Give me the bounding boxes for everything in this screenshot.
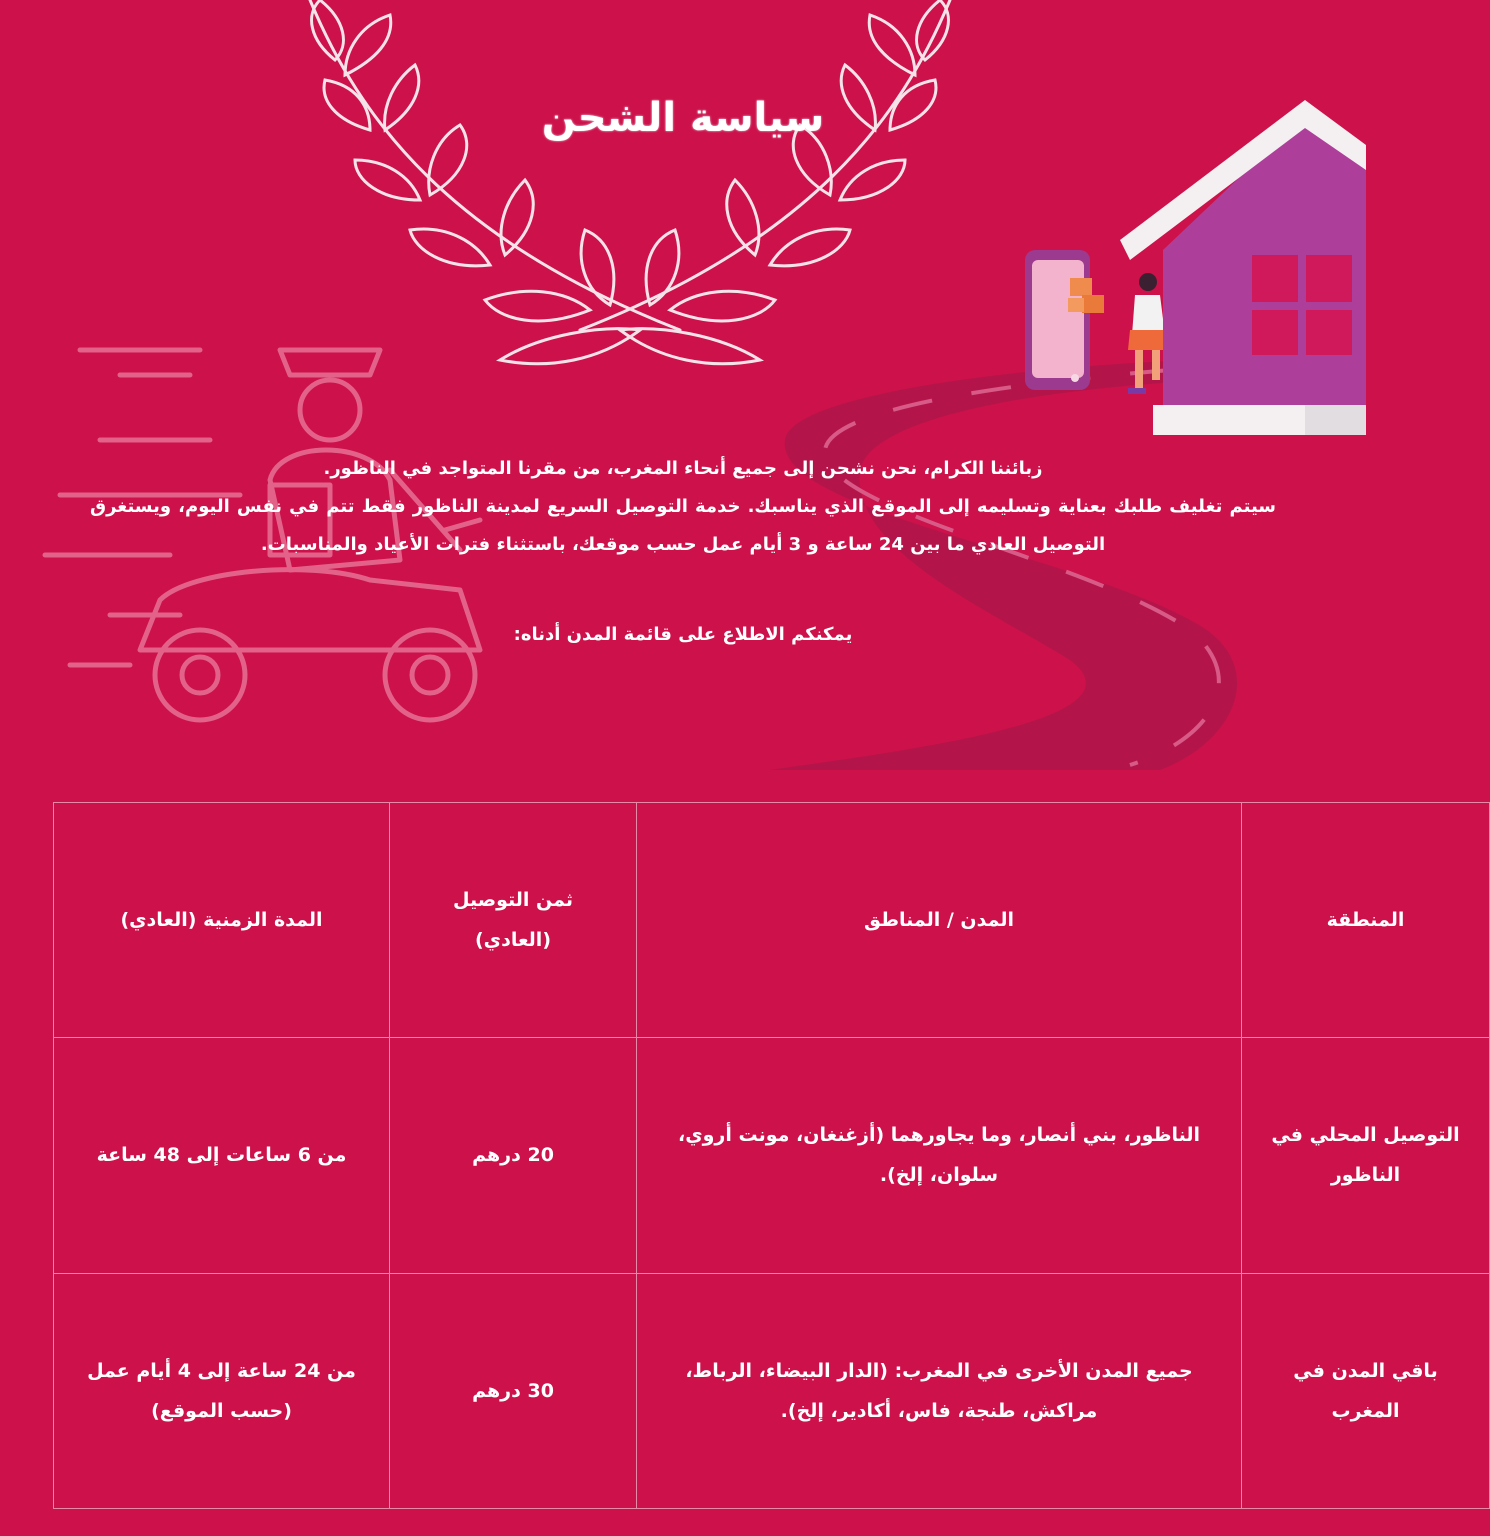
shipping-rates-table	[53, 802, 1490, 1509]
table-row	[54, 1273, 1490, 1508]
cities-list-note: يمكنكم الاطلاع على قائمة المدن أدناه:	[513, 624, 853, 645]
header-time: المدة الزمنية (العادي)	[54, 803, 390, 1038]
header-cities: المدن / المناطق	[637, 803, 1242, 1038]
header-price: ثمن التوصيل (العادي)	[390, 803, 637, 1038]
row-zone: باقي المدن في المغرب	[1242, 1273, 1490, 1508]
row-price: 20 درهم	[390, 1038, 637, 1273]
row-cities: جميع المدن الأخرى في المغرب: (الدار البيضاء، الرباط، مراكش، طنجة، فاس، أكادير، إلخ).	[637, 1273, 1242, 1508]
intro-line-1: زبائننا الكرام، نحن نشحن إلى جميع أنحاء المغرب، من مقرنا المتواجد في الناظور.	[323, 458, 1043, 479]
intro-line-2: سيتم تغليف طلبك بعناية وتسليمه إلى الموقع الذي يناسبك. خدمة التوصيل السريع لمدينة الناظور فقط تتم في نفس اليوم، ويستغرق التوصيل العادي ما بين 24 ساعة و 3 أيام عمل حسب موقعك، باستثناء فترات الأعياد والمناسبات.	[90, 496, 1276, 555]
intro-paragraph	[90, 450, 1276, 564]
row-zone: التوصيل المحلي في الناظور	[1242, 1038, 1490, 1273]
page-title: سياسة الشحن	[541, 94, 825, 141]
table-row	[54, 1038, 1490, 1273]
row-time: من 6 ساعات إلى 48 ساعة	[54, 1038, 390, 1273]
header-zone: المنطقة	[1242, 803, 1490, 1038]
house-icon	[1100, 100, 1366, 440]
row-cities: الناظور، بني أنصار، وما يجاورهما (أزغنغان، مونت أروي، سلوان، إلخ).	[637, 1038, 1242, 1273]
table-header-row	[54, 803, 1490, 1038]
row-time: من 24 ساعة إلى 4 أيام عمل (حسب الموقع)	[54, 1273, 390, 1508]
row-price: 30 درهم	[390, 1273, 637, 1508]
